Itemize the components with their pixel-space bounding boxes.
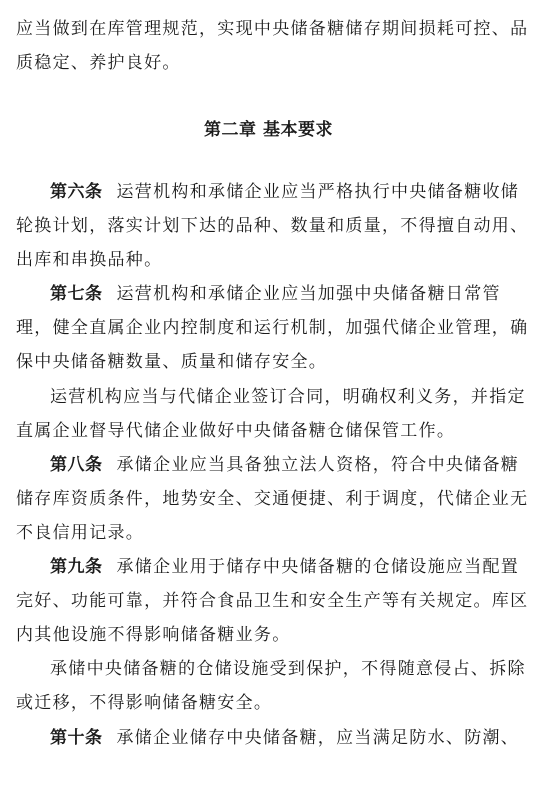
article-9-first-line [50, 556, 522, 578]
article-text: 承储企业储存中央储备糖，应当满足防水、防潮、 [116, 728, 520, 748]
intro-line: 质稳定、养护良好。 [16, 53, 181, 73]
article-number: 第九条 [50, 557, 103, 577]
article-6-first-line [50, 181, 522, 203]
article-8-line: 不良信用记录。 [16, 523, 145, 543]
article-text: 运营机构和承储企业应当严格执行中央储备糖收储 [116, 182, 520, 202]
article-10-first-line [50, 727, 522, 749]
article-number: 第八条 [50, 455, 103, 475]
intro-line: 应当做到在库管理规范，实现中央储备糖储存期间损耗可控、品 [16, 19, 529, 39]
article-7-line: 保中央储备糖数量、质量和储存安全。 [16, 352, 328, 372]
article-number: 第十条 [50, 728, 103, 748]
article-text: 运营机构和承储企业应当加强中央储备糖日常管 [116, 284, 501, 304]
article-6-line: 轮换计划，落实计划下达的品种、数量和质量，不得擅自动用、 [16, 216, 529, 236]
article-number: 第七条 [50, 284, 103, 304]
article-7-line: 理，健全直属企业内控制度和运行机制，加强代储企业管理，确 [16, 318, 529, 338]
article-9-paragraph2-line: 或迁移，不得影响储备糖安全。 [16, 693, 273, 713]
article-text: 承储企业应当具备独立法人资格，符合中央储备糖 [116, 455, 520, 475]
article-8-line: 储存库资质条件，地势安全、交通便捷、利于调度，代储企业无 [16, 489, 529, 509]
article-6-line: 出库和串换品种。 [16, 250, 163, 270]
article-number: 第六条 [50, 182, 103, 202]
article-7-paragraph2: 运营机构应当与代储企业签订合同，明确权利义务，并指定 [50, 387, 526, 407]
chapter-title: 第二章 基本要求 [204, 120, 333, 140]
article-9-line: 内其他设施不得影响储备糖业务。 [16, 625, 291, 645]
article-9-line: 完好、功能可靠，并符合食品卫生和安全生产等有关规定。库区 [16, 591, 529, 611]
article-9-paragraph2: 承储中央储备糖的仓储设施受到保护，不得随意侵占、拆除 [50, 659, 526, 679]
article-7-first-line [50, 283, 522, 305]
article-text: 承储企业用于储存中央储备糖的仓储设施应当配置 [116, 557, 520, 577]
article-8-first-line [50, 454, 522, 476]
article-7-paragraph2-line: 直属企业督导代储企业做好中央储备糖仓储保管工作。 [16, 421, 456, 441]
